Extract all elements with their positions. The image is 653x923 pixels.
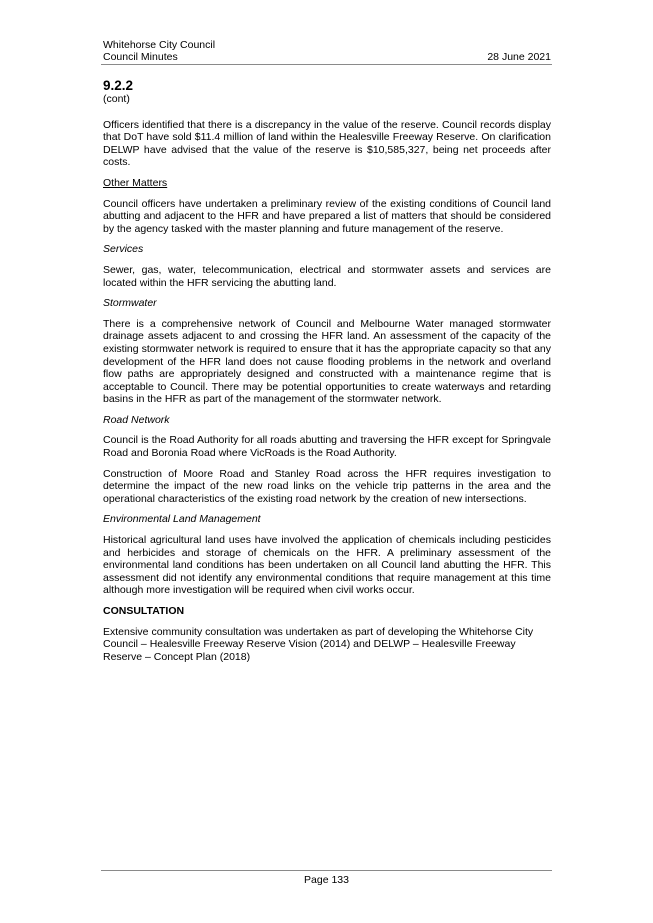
paragraph-services: Sewer, gas, water, telecommunication, electrical and stormwater assets and services are located within the HFR servicing the abutting land. — [103, 263, 551, 289]
paragraph-road-construction: Construction of Moore Road and Stanley Road across the HFR requires investigation to determine the impact of the new road links on the vehicle trip patterns in the area and the operational characteristics of the existing road network by the creation of new intersections. — [103, 467, 551, 505]
heading-consultation: CONSULTATION — [103, 605, 185, 617]
paragraph-stormwater: There is a comprehensive network of Council and Melbourne Water managed stormwater drainage assets adjacent to and crossing the HFR land. An assessment of the capacity of the existing stormwater network is required to ensure that it has the appropriate capacity so that any development of the HFR land does not cause flooding problems in the network and overland flow paths are appropriately designed and constructed with a maintenance regime that is acceptable to Council. There may be potential opportunities to create waterways and retarding basins in the HFR as part of the management of the stormwater network. — [103, 317, 551, 406]
paragraph-reserve-value: Officers identified that there is a discrepancy in the value of the reserve. Council records display that DoT have sold $11.4 million of land within the Healesville Freeway Reserve. On clarification DELWP have advised that the value of the reserve is $10,585,327, being net proceeds after costs. — [103, 118, 551, 169]
paragraph-consultation: Extensive community consultation was undertaken as part of developing the Whitehorse City Council – Healesville Freeway Reserve Vision (2014) and DELWP – Healesville Freeway Reserve – Concept Plan (2018) — [103, 625, 534, 663]
page-header — [103, 39, 551, 63]
footer-divider — [101, 870, 552, 871]
item-number: 9.2.2 — [103, 78, 134, 93]
heading-other-matters: Other Matters — [103, 176, 168, 189]
heading-stormwater: Stormwater — [103, 297, 157, 310]
heading-services: Services — [103, 243, 144, 256]
paragraph-environmental: Historical agricultural land uses have involved the application of chemicals including pesticides and herbicides and storage of chemicals on the HFR. A preliminary assessment of the environmental land conditions has been undertaken on all Council land abutting the HFR. This assessment did not identify any environmental conditions that require management at this time although more investigation will be required when civil works occur. — [103, 534, 551, 597]
heading-environmental: Environmental Land Management — [103, 513, 261, 526]
heading-road-network: Road Network — [103, 413, 170, 426]
header-row — [103, 51, 551, 63]
header-date: 28 June 2021 — [487, 51, 551, 63]
header-organisation: Whitehorse City Council — [103, 39, 216, 51]
header-document: Council Minutes — [103, 51, 178, 63]
page-content — [103, 78, 551, 671]
page-number: Page 133 — [304, 874, 349, 886]
header-divider — [101, 64, 552, 65]
paragraph-preliminary-review: Council officers have undertaken a preliminary review of the existing conditions of Council land abutting and adjacent to the HFR and have prepared a list of matters that should be considered by the agency tasked with the master planning and future management of the reserve. — [103, 197, 551, 235]
paragraph-road-authority: Council is the Road Authority for all roads abutting and traversing the HFR except for Springvale Road and Boronia Road where VicRoads is the Road Authority. — [103, 434, 551, 460]
item-continued: (cont) — [103, 93, 130, 105]
